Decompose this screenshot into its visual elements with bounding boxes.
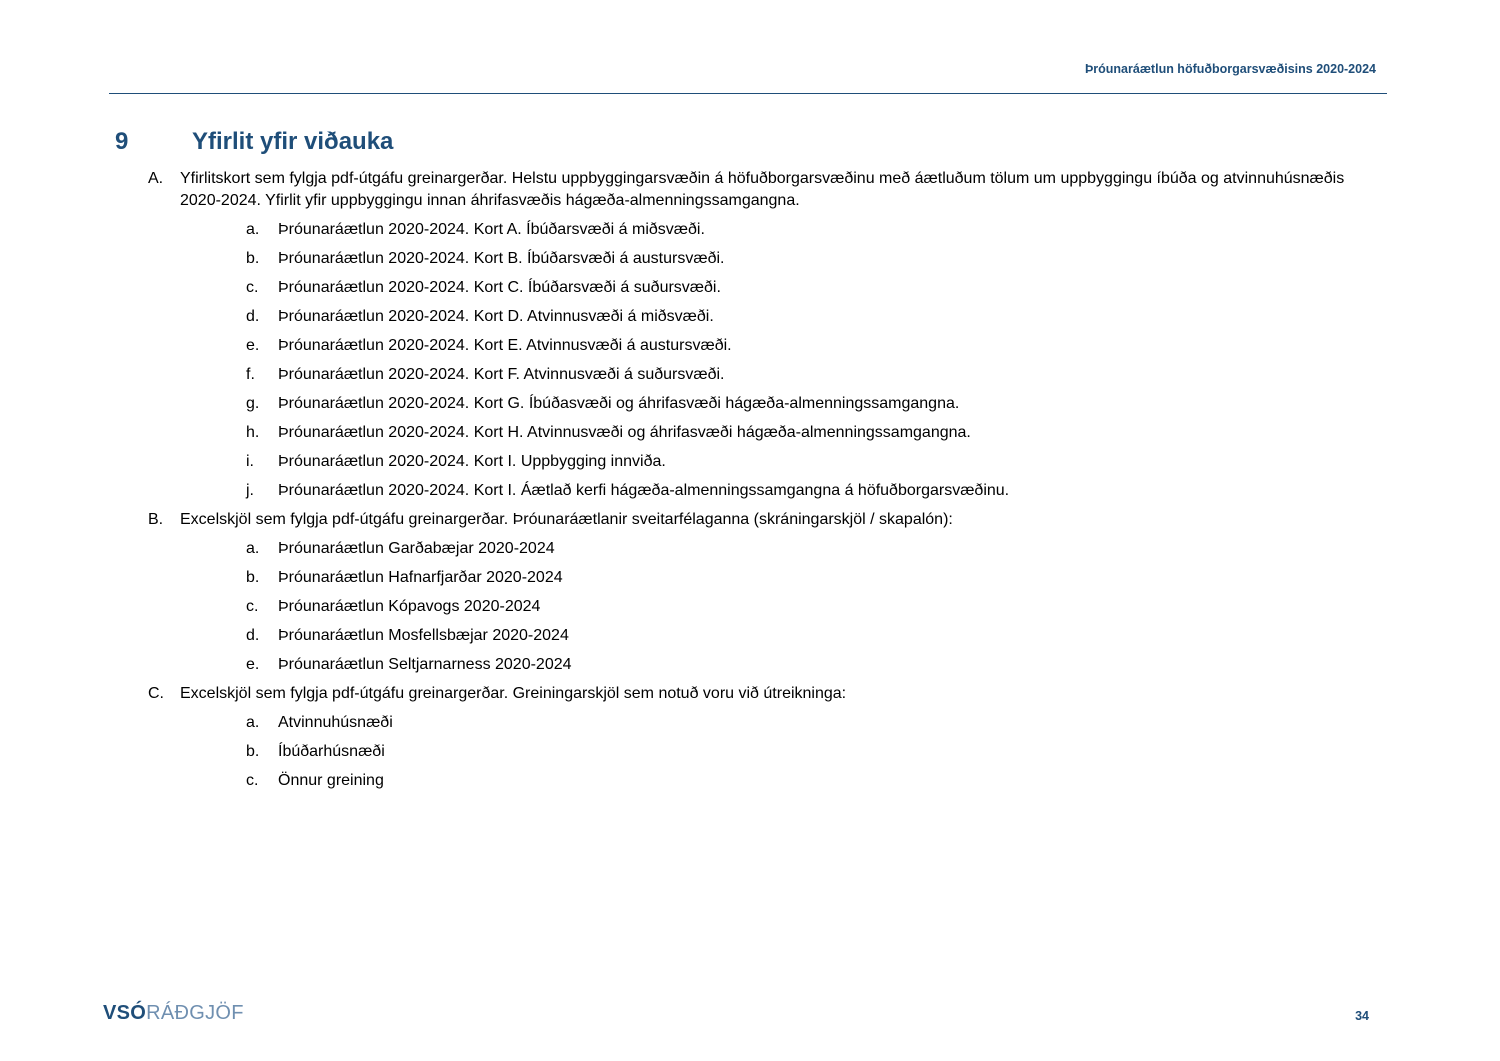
sub-marker: c. [246,279,259,296]
sub-item-text: Þróunaráætlun 2020-2024. Kort H. Atvinnusvæði og áhrifasvæði hágæða-almenningssamgangna. [278,424,971,441]
sub-marker: g. [246,395,260,412]
section-number: 9 [115,128,129,155]
sub-item-text: Þróunaráætlun 2020-2024. Kort F. Atvinnusvæði á suðursvæði. [278,366,725,383]
sub-item [180,248,1356,270]
logo-light-text: RÁÐGJÖF [146,1002,244,1024]
sub-item-text: Önnur greining [278,772,384,789]
sub-marker: c. [246,772,259,789]
sub-item [180,596,1356,618]
list-item-text: Excelskjöl sem fylgja pdf-útgáfu greinargerðar. Greiningarskjöl sem notuð voru við útreikninga: [180,685,847,702]
sub-item-text: Þróunaráætlun 2020-2024. Kort I. Áætlað kerfi hágæða-almenningssamgangna á höfuðborgarsvæðinu. [278,482,1010,499]
sub-marker: i. [246,453,254,470]
sub-marker: c. [246,598,259,615]
sub-item-text: Þróunaráætlun Garðabæjar 2020-2024 [278,540,555,557]
list-item-text: Yfirlitskort sem fylgja pdf-útgáfu greinargerðar. Helstu uppbyggingarsvæðin á höfuðborgarsvæðinu með áætluðum tölum um uppbyggingu íbúða og atvinnuhúsnæðis 2020-2024. Yfirlit yfir uppbyggingu innan áhrifasvæðis hágæða-almenningssamgangna. [180,170,1345,209]
sub-item-text: Þróunaráætlun 2020-2024. Kort C. Íbúðarsvæði á suðursvæði. [278,279,721,296]
sub-item-text: Atvinnuhúsnæði [278,714,393,731]
sub-marker: a. [246,540,260,557]
sub-item [180,480,1356,502]
sub-item [180,219,1356,241]
sub-item-text: Þróunaráætlun 2020-2024. Kort I. Uppbygging innviða. [278,453,666,470]
sub-item [180,277,1356,299]
sub-marker: b. [246,743,260,760]
sub-item [180,567,1356,589]
sub-item-text: Íbúðarhúsnæði [278,743,385,760]
sub-item [180,422,1356,444]
sub-item [180,654,1356,676]
sub-item-text: Þróunaráætlun Hafnarfjarðar 2020-2024 [278,569,563,586]
section-title: Yfirlit yfir viðauka [192,128,394,155]
sub-item-text: Þróunaráætlun Kópavogs 2020-2024 [278,598,541,615]
sub-marker: h. [246,424,260,441]
list-item-text: Excelskjöl sem fylgja pdf-útgáfu greinargerðar. Þróunaráætlanir sveitarfélaganna (skráningarskjöl / skapalón): [180,511,953,528]
list-marker: A. [148,170,164,187]
list-item-C [146,683,1356,792]
sub-item-text: Þróunaráætlun Seltjarnarness 2020-2024 [278,656,572,673]
sub-item [180,393,1356,415]
sub-marker: d. [246,308,260,325]
sub-item [180,451,1356,473]
sub-marker: a. [246,714,260,731]
sub-item-text: Þróunaráætlun 2020-2024. Kort D. Atvinnusvæði á miðsvæði. [278,308,714,325]
sub-marker: j. [246,482,254,499]
sub-item [180,306,1356,328]
list-item-B [146,509,1356,676]
sub-item [180,364,1356,386]
sub-marker: b. [246,569,260,586]
sub-item-text: Þróunaráætlun 2020-2024. Kort B. Íbúðarsvæði á austursvæði. [278,250,725,267]
sub-marker: e. [246,337,260,354]
sub-item [180,538,1356,560]
sub-list [180,712,1356,792]
sub-item [180,712,1356,734]
company-logo [103,1002,244,1025]
sub-marker: e. [246,656,260,673]
sub-marker: b. [246,250,260,267]
sub-list [180,538,1356,676]
list-item-A [146,168,1356,502]
sub-item-text: Þróunaráætlun 2020-2024. Kort G. Íbúðasvæði og áhrifasvæði hágæða-almenningssamgangna. [278,395,960,412]
header-divider [109,93,1387,94]
running-header-title: Þróunaráætlun höfuðborgarsvæðisins 2020-2024 [1084,62,1376,76]
logo-strong-text: VSÓ [103,1002,147,1024]
sub-item-text: Þróunaráætlun 2020-2024. Kort E. Atvinnusvæði á austursvæði. [278,337,732,354]
sub-item-text: Þróunaráætlun 2020-2024. Kort A. Íbúðarsvæði á miðsvæði. [278,221,705,238]
sub-item [180,770,1356,792]
sub-marker: a. [246,221,260,238]
page-number: 34 [1355,1009,1369,1023]
sub-marker: d. [246,627,260,644]
section-heading [115,128,393,156]
list-marker: C. [148,685,164,702]
sub-marker: f. [246,366,255,383]
appendix-list [146,168,1356,799]
sub-item-text: Þróunaráætlun Mosfellsbæjar 2020-2024 [278,627,569,644]
sub-item [180,741,1356,763]
sub-item [180,335,1356,357]
sub-list [180,219,1356,502]
list-marker: B. [148,511,164,528]
sub-item [180,625,1356,647]
